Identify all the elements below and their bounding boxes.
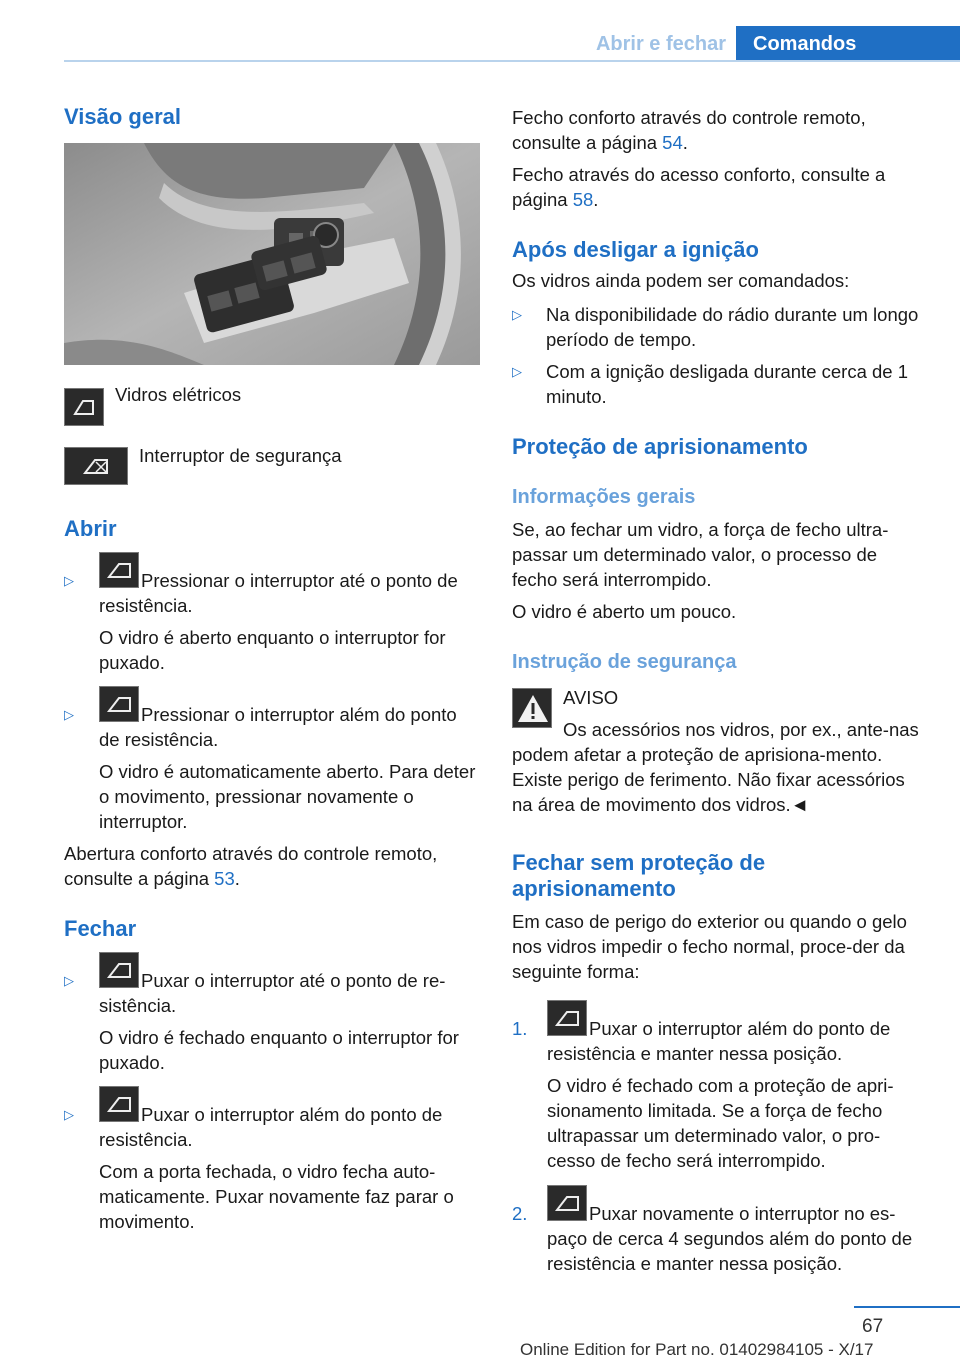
close-access-text: Fecho através do acesso conforto, consulte a página 58.: [512, 164, 886, 210]
warning-label: AVISO: [563, 687, 619, 708]
open-heading: Abrir: [64, 516, 117, 541]
header-chapter-tab[interactable]: Comandos: [736, 26, 960, 62]
edition-text: Online Edition for Part no. 01402984105 - X/17: [520, 1340, 874, 1359]
window-switch-icon: [64, 388, 104, 426]
no-protection-heading: Fechar sem proteção de aprisionamento: [512, 850, 766, 901]
door-switch-photo: [64, 143, 480, 365]
safety-switch-icon: [64, 447, 128, 485]
open-comfort-text: Abertura conforto através do controle remoto, consulte a página 53.: [64, 843, 438, 889]
close-step-2: Puxar o interruptor além do ponto de resistência.: [99, 1104, 443, 1150]
open-step-1: Pressionar o interruptor até o ponto de resistência.: [99, 570, 458, 616]
legend-safety-switch: Interruptor de segurança: [139, 445, 342, 466]
bullet-marker: ▷: [512, 364, 522, 379]
after-ignition-item-1: Na disponibilidade do rádio durante um longo período de tempo.: [546, 304, 919, 350]
step-number-1: 1.: [512, 1018, 528, 1039]
after-ignition-item-2: Com a ignição desligada durante cerca de 1 minuto.: [546, 361, 909, 407]
step-1-detail: O vidro é fechado com a proteção de apri‐sionamento limitada. Se a força de fecho ultrapassar um determinado valor, o pro‐cesso de fecho será interrompido.: [547, 1075, 894, 1171]
open-step-1-detail: O vidro é aberto enquanto o interruptor for puxado.: [99, 627, 446, 673]
step-2-text: Puxar novamente o interruptor no es‐paço de cerca 4 segundos além do ponto de resistência e manter nessa posição.: [547, 1203, 913, 1274]
open-step-2-detail: O vidro é automaticamente aberto. Para deter o movimento, pressionar novamente o interruptor.: [99, 761, 476, 832]
pinch-protection-heading: Proteção de aprisionamento: [512, 434, 808, 459]
close-step-2-detail: Com a porta fechada, o vidro fecha auto‐maticamente. Puxar novamente faz parar o movimento.: [99, 1161, 454, 1232]
page-link-58[interactable]: 58: [572, 189, 594, 210]
bullet-marker: ▷: [64, 973, 74, 988]
general-info-heading: Informações gerais: [512, 486, 696, 508]
page-number: 67: [862, 1316, 884, 1337]
after-ignition-heading: Após desligar a ignição: [512, 237, 759, 262]
close-heading: Fechar: [64, 916, 137, 941]
bullet-marker: ▷: [64, 1107, 74, 1122]
bullet-marker: ▷: [512, 307, 522, 322]
overview-heading: Visão geral: [64, 104, 181, 129]
close-step-1-detail: O vidro é fechado enquanto o interruptor for puxado.: [99, 1027, 459, 1073]
bullet-marker: ▷: [64, 573, 74, 588]
bullet-marker: ▷: [64, 707, 74, 722]
close-comfort-text: Fecho conforto através do controle remoto, consulte a página 54.: [512, 107, 866, 153]
after-ignition-intro: Os vidros ainda podem ser comandados:: [512, 270, 850, 291]
footer-rule: [854, 1306, 960, 1308]
page-link-53[interactable]: 53: [214, 868, 235, 889]
header-rule: [64, 60, 960, 62]
warning-text: Os acessórios nos vidros, por ex., ante‐nas podem afetar a proteção de aprisiona‐mento. Existe perigo de ferimento. Não fixar acessórios na área de movimento dos vidros.◄: [512, 719, 919, 815]
page-header: [0, 0, 960, 62]
general-info-text-2: O vidro é aberto um pouco.: [512, 601, 737, 622]
header-section-tab[interactable]: Abrir e fechar: [595, 33, 727, 55]
legend-window-switch: Vidros elétricos: [115, 384, 242, 405]
step-1-text: Puxar o interruptor além do ponto de resistência e manter nessa posição.: [547, 1018, 891, 1064]
safety-heading: Instrução de segurança: [512, 651, 737, 673]
no-protection-intro: Em caso de perigo do exterior ou quando o gelo nos vidros impedir o fecho normal, proce‐der da seguinte forma:: [512, 911, 907, 982]
open-step-2: Pressionar o interruptor além do ponto de resistência.: [99, 704, 457, 750]
close-step-1: Puxar o interruptor até o ponto de re‐sistência.: [99, 970, 446, 1016]
step-number-2: 2.: [512, 1203, 528, 1224]
page-link-54[interactable]: 54: [662, 132, 683, 153]
general-info-text: Se, ao fechar um vidro, a força de fecho ultra‐passar um determinado valor, o processo de fecho será interrompido.: [512, 519, 889, 590]
